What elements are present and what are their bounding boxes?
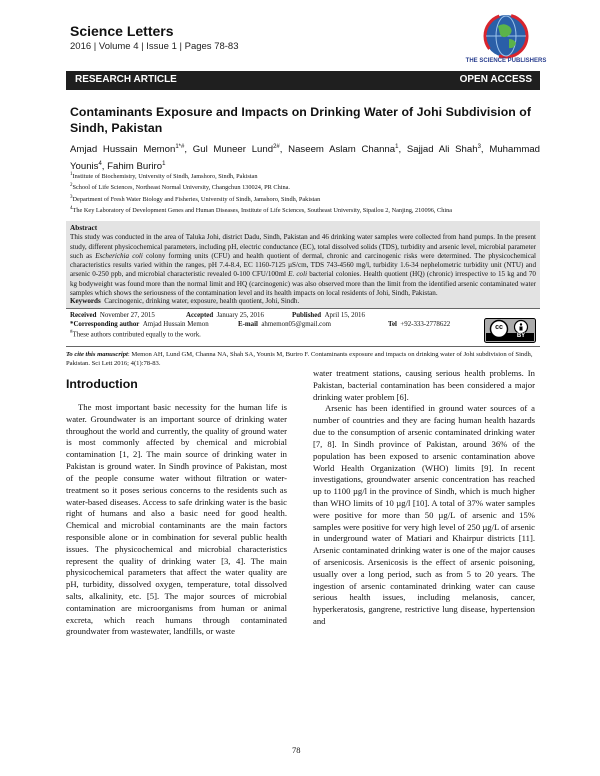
open-access-label: OPEN ACCESS bbox=[459, 74, 532, 85]
divider bbox=[66, 308, 540, 309]
author-name: Gul Muneer Lund bbox=[192, 144, 274, 156]
abstract-text-3: bacterial colonies. Health quotient (HQ) (chronic) irrespective to 15 kg and 70 kg bodyweight was found more than the normal limit and HQ (carcinogenic) was also observed more than the limit from the identified arsenic contaminated water samples which shows the seriousness of the contamination level and its health impacts on local residents of Johi, Sindh, Pakistan. bbox=[70, 270, 536, 298]
published-label: Published bbox=[292, 312, 322, 319]
author-affiliation-mark: 1 bbox=[162, 161, 166, 168]
dates-block: Received November 27, 2015 Accepted January 25, 2016 Published April 15, 2016 *Corresponding author Amjad Hussain Memon E-mail ahmemon05@gmail.com Tel +92-333-2778622 #These authors contributed equally to the work. bbox=[70, 312, 451, 339]
abstract-italic-2: E. coli bbox=[288, 270, 308, 279]
intro-paragraph-3: Arsenic has been identified in ground water sources of a number of countries and they are facing human health hazards due to the consumption of arsenic contaminated drinking water [7, 8]. In Sindh province of Pakistan, around 36% of the population has been exposed to arsenic contamination above World Health Organization (WHO) limits [9]. In recent investigations, groundwater arsenic concentration has reached up to 1100 µg/l in the province of Sindh, which is much higher than WHO limits of 10 µg/l [10]. A total of 37% water samples were positive for more than 50 µg/L of arsenic and 15% samples were positive for very high level of 250 µg/L of arsenic in underground water of Matiari and Khairpur districts [11]. Arsenic contaminated drinking water is one of the major causes of arsenicosis. Arsenicosis is the effect of arsenic poisoning, usually over a long period, such as from 5 to 20 years. The ingestion of arsenic contaminated drinking water can cause serious health issues, including melanosis, cancer, hyperkeratosis, gangrene, restrictive lung disease, hypertension and bbox=[313, 403, 535, 627]
author-name: Sajjad Ali Shah bbox=[406, 144, 478, 156]
author-name: Fahim Buriro bbox=[107, 161, 163, 173]
cc-by-license-badge[interactable] bbox=[484, 318, 536, 343]
abstract-box bbox=[66, 221, 540, 308]
intro-heading: Introduction bbox=[66, 377, 138, 391]
journal-meta: 2016 | Volume 4 | Issue 1 | Pages 78-83 bbox=[70, 41, 239, 52]
abstract-text-1: This study was conducted in the area of Taluka Johi, district Dadu, Sindh, Pakistan and 46 drinking water samples were collected from hand pumps. In the present study, different physicochemical parameters, including pH, electric conductance (EC), total dissolved solids (TDS), turbidity and arsenic level, microbial parameter such as bbox=[70, 233, 536, 260]
affiliation-item: $^3$Department of Fresh Water Biology and Fisheries, University of Sindh, Jamshoro, Sindh, Pakistan bbox=[70, 194, 321, 203]
divider bbox=[66, 346, 540, 347]
cc-text: cc bbox=[495, 324, 503, 331]
published-date: April 15, 2016 bbox=[324, 312, 365, 319]
author-name: Muhammad Younis bbox=[70, 144, 540, 173]
accepted-date: January 25, 2016 bbox=[216, 312, 264, 319]
author-affiliation-mark: 1 bbox=[395, 144, 399, 150]
author-list: Amjad Hussain Memon$^{1*\#}$, Gul Muneer Lund$^{2\#}$, Naseem Aslam Channa$^1$, Sajjad Ali Shah$^3$, Muhammad Younis$^4$, Fahim Buriro$^1$ bbox=[70, 144, 540, 173]
corr-name: Amjad Hussain Memon bbox=[142, 320, 209, 328]
article-type-banner bbox=[66, 71, 540, 90]
citation-label: To cite this manuscript bbox=[66, 351, 128, 358]
affiliation-item: $^2$School of Life Sciences, Northeast Normal University, Changchun 130024, PR China. bbox=[70, 183, 290, 192]
author-affiliation-mark: 3 bbox=[477, 144, 481, 150]
citation bbox=[66, 350, 540, 368]
page-number: 78 bbox=[292, 745, 301, 755]
tel-label: Tel bbox=[388, 320, 397, 328]
keywords bbox=[70, 297, 299, 305]
affiliations bbox=[70, 170, 540, 215]
abstract-italic-1: Escherichia coli bbox=[95, 251, 143, 260]
author-affiliation-mark: 1*# bbox=[175, 144, 185, 150]
author-name: Naseem Aslam Channa bbox=[288, 144, 396, 156]
email-value[interactable]: ahmemon05@gmail.com bbox=[261, 320, 332, 328]
article-title: Contaminants Exposure and Impacts on Drinking Water of Johi Subdivision of Sindh, Pakistan bbox=[70, 105, 532, 135]
abstract-text-2: colony forming units (CFU) and health quotient of dermal, chronic and carcinogenic risks were determined. The physicochemical characteristics results varied within the ranges, pH 7.4-8.4, EC 1160-7125 µS/cm, TDS 743-4560 mg/l, turbidity 1.6-34 nephelometric turbidity unit (NTU) and arsenic 0-250 ppb, and microbial characteristic revealed 0-100 CFU/100ml bbox=[70, 251, 536, 279]
intro-column-2 bbox=[313, 368, 535, 628]
keywords-text: Carcinogenic, drinking water, exposure, health quotient, Johi, Sindh. bbox=[104, 297, 300, 305]
by-text: BY bbox=[516, 333, 526, 339]
article-type: RESEARCH ARTICLE bbox=[75, 74, 177, 85]
citation-text: : Memon AH, Lund GM, Channa NA, Shah SA, Younis M, Buriro F. Contaminants exposure and impacts on drinking water of Johi subdivision of Sindh, Pakistan. Sci Lett 2016; 4(1):78-83. bbox=[66, 351, 533, 367]
abstract-heading: Abstract bbox=[70, 223, 98, 232]
intro-column-1 bbox=[66, 402, 287, 638]
publisher-name: THE SCIENCE PUBLISHERS bbox=[465, 58, 547, 64]
equal-note: These authors contributed equally to the work. bbox=[72, 331, 201, 339]
author-affiliation-mark: 2# bbox=[273, 144, 280, 150]
keywords-label: Keywords bbox=[70, 297, 101, 305]
tel-value: +92-333-2778622 bbox=[400, 320, 451, 328]
publisher-logo bbox=[452, 14, 560, 72]
accepted-label: Accepted bbox=[186, 312, 214, 319]
intro-paragraph-1: The most important basic necessity for the human life is water. Groundwater is an important source of drinking water throughout the world and currently, the quality of ground water is most commonly affected by chemical and microbial contamination [1, 2]. The main source of drinking water in Pakistan is ground water. In Sindh province of Pakistan, most of the people consume water without filtration or water-treatment so it poses serious concerns to the residents such as water-based diseases. Access to safe drinking water is the basic right of humans and also a basic need for good health. Chemical and microbial contaminants are the main factors responsible alone or in combination for several public health issues. The physicochemical and microbial characteristics represent the quality of drinking water [3, 4]. The main physicochemical parameters that affect the water quality are pH, turbidity, dissolved oxygen, temperature, total dissolved salts, alkalinity, etc. [5]. The major sources of microbial contamination are microorganisms from human or animal excreta, which reach humans through contaminated groundwater from wastewater, landfills, or waste bbox=[66, 402, 287, 637]
affiliation-item: $^4$The Key Laboratory of Development Genes and Human Diseases, Institute of Life Sciences, Southeast University, Sipailou 2, Nanjing, 210096, China bbox=[70, 205, 453, 214]
email-label: E-mail bbox=[238, 320, 258, 328]
author-affiliation-mark: 4 bbox=[98, 161, 102, 168]
affiliation-item: $^1$Institute of Biochemistry, University of Sindh, Jamshoro, Sindh, Pakistan bbox=[70, 172, 258, 181]
received-date: November 27, 2015 bbox=[99, 312, 155, 319]
received-label: Received bbox=[70, 312, 97, 319]
journal-name: Science Letters bbox=[70, 23, 174, 39]
author-name: Amjad Hussain Memon bbox=[70, 144, 176, 156]
intro-paragraph-2: water treatment stations, causing serious health problems. In Pakistan, bacterial contamination has been considered a major drinking water problem [6]. bbox=[313, 368, 535, 402]
corr-label: *Corresponding author bbox=[70, 320, 140, 328]
